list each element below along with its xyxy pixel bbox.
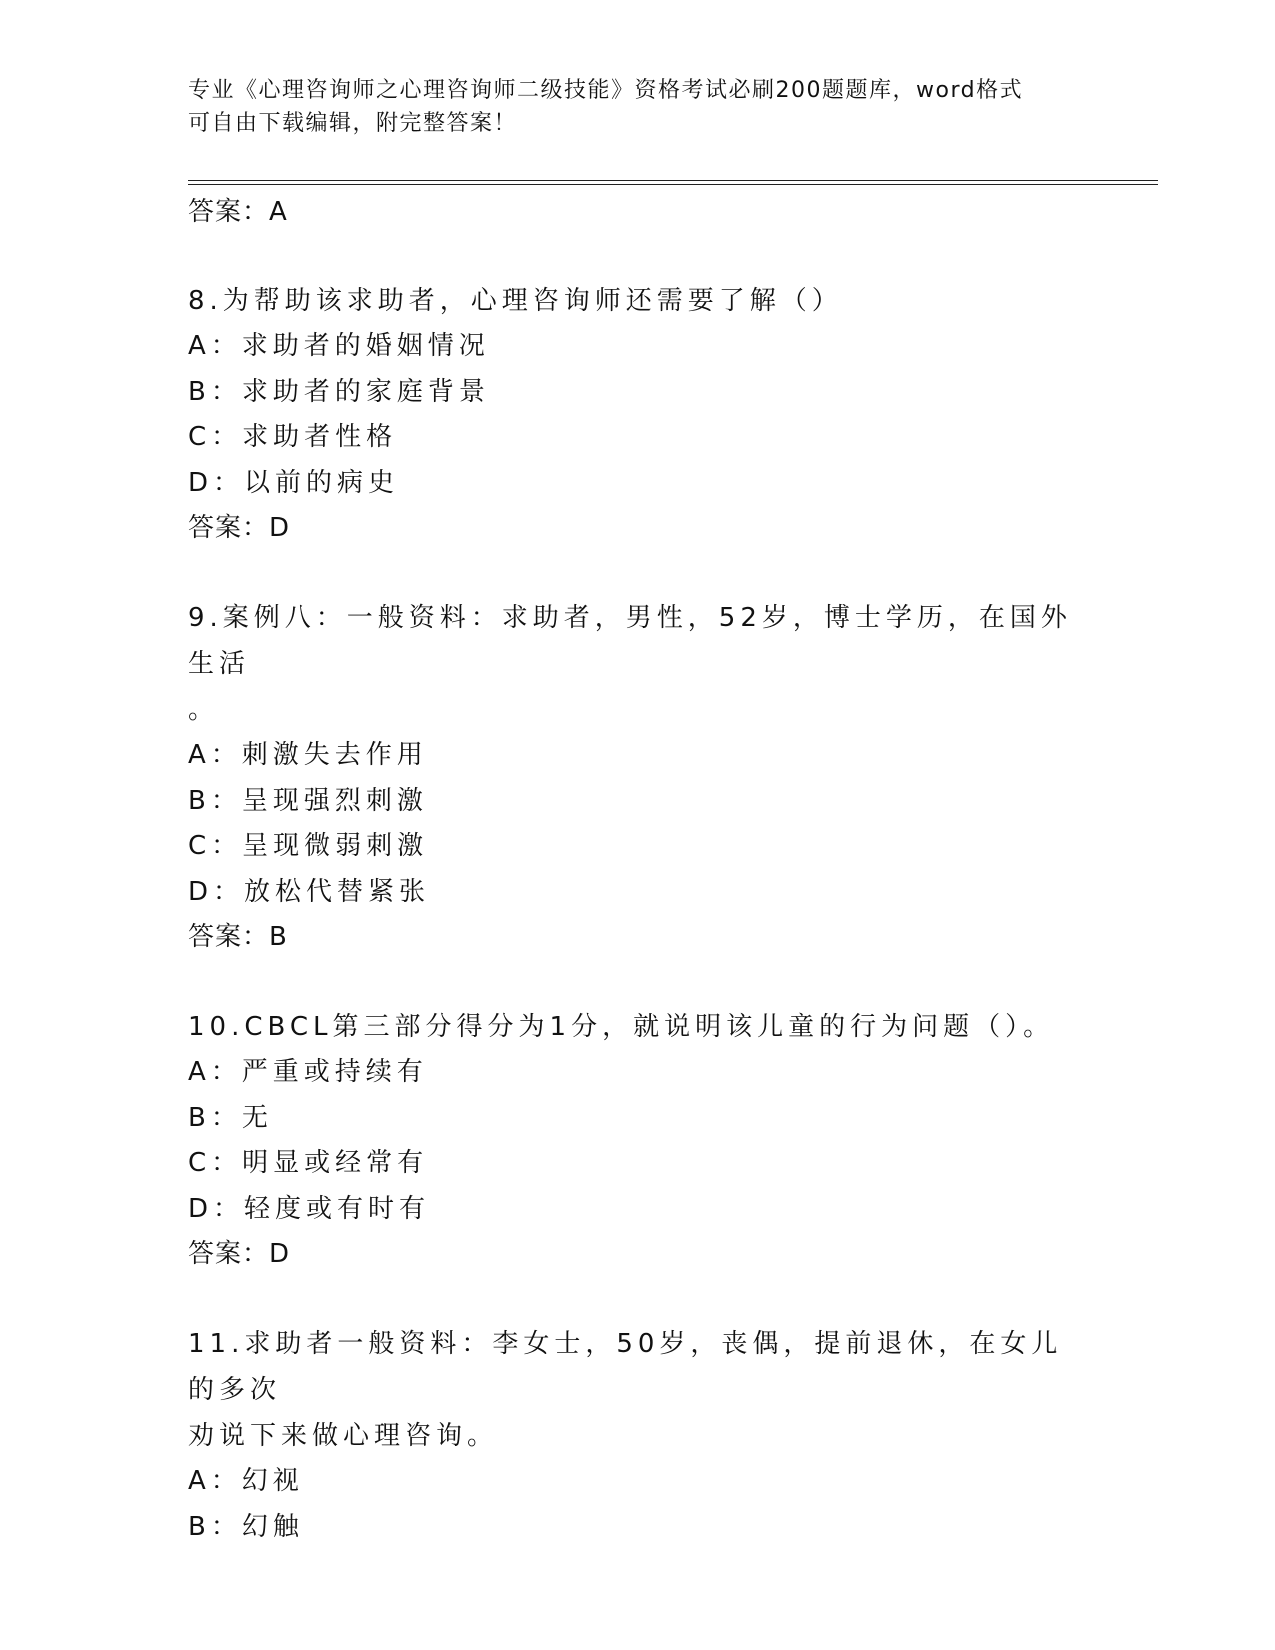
option-a: A：求助者的婚姻情况 xyxy=(188,331,490,361)
answer-line: 答案：A xyxy=(188,197,288,227)
header-line-1: 专业《心理咨询师之心理咨询师二级技能》资格考试必刷200题题库，word格式 xyxy=(188,78,1024,103)
option-b: B：求助者的家庭背景 xyxy=(188,376,490,407)
answer-line: 答案：D xyxy=(188,513,291,543)
option-d: D：轻度或有时有 xyxy=(188,1193,431,1224)
question-text: 11.求助者一般资料：李女士，50岁，丧偶，提前退休，在女儿的多次 xyxy=(188,1329,1063,1405)
option-c: C：明显或经常有 xyxy=(188,1148,429,1178)
question-text-continuation: 。 xyxy=(188,695,220,725)
document-header xyxy=(188,74,1088,140)
question-text-continuation: 劝说下来做心理咨询。 xyxy=(188,1421,499,1451)
question-8 xyxy=(188,278,1088,550)
option-d: D：放松代替紧张 xyxy=(188,876,431,907)
question-10 xyxy=(188,1004,1088,1276)
answer-line: 答案：B xyxy=(188,922,288,952)
option-a: A：刺激失去作用 xyxy=(188,740,428,770)
option-c: C：呈现微弱刺激 xyxy=(188,831,429,861)
question-text: 10.CBCL第三部分得分为1分，就说明该儿童的行为问题（）。 xyxy=(188,1012,1055,1042)
question-text: 9.案例八：一般资料：求助者，男性，52岁，博士学历，在国外生活 xyxy=(188,603,1072,679)
option-c: C：求助者性格 xyxy=(188,422,398,452)
option-d: D：以前的病史 xyxy=(188,467,400,498)
question-9 xyxy=(188,595,1088,959)
header-line-2: 可自由下载编辑，附完整答案！ xyxy=(188,111,518,136)
header-divider xyxy=(188,180,1158,185)
answer-line: 答案：D xyxy=(188,1239,291,1269)
option-b: B：呈现强烈刺激 xyxy=(188,785,428,816)
document-body xyxy=(188,190,1088,1550)
option-a: A：幻视 xyxy=(188,1466,304,1496)
question-11 xyxy=(188,1321,1088,1550)
option-b: B：无 xyxy=(188,1102,273,1133)
option-a: A：严重或持续有 xyxy=(188,1057,428,1087)
option-b: B：幻触 xyxy=(188,1511,304,1542)
question-text: 8.为帮助该求助者，心理咨询师还需要了解（） xyxy=(188,286,843,316)
